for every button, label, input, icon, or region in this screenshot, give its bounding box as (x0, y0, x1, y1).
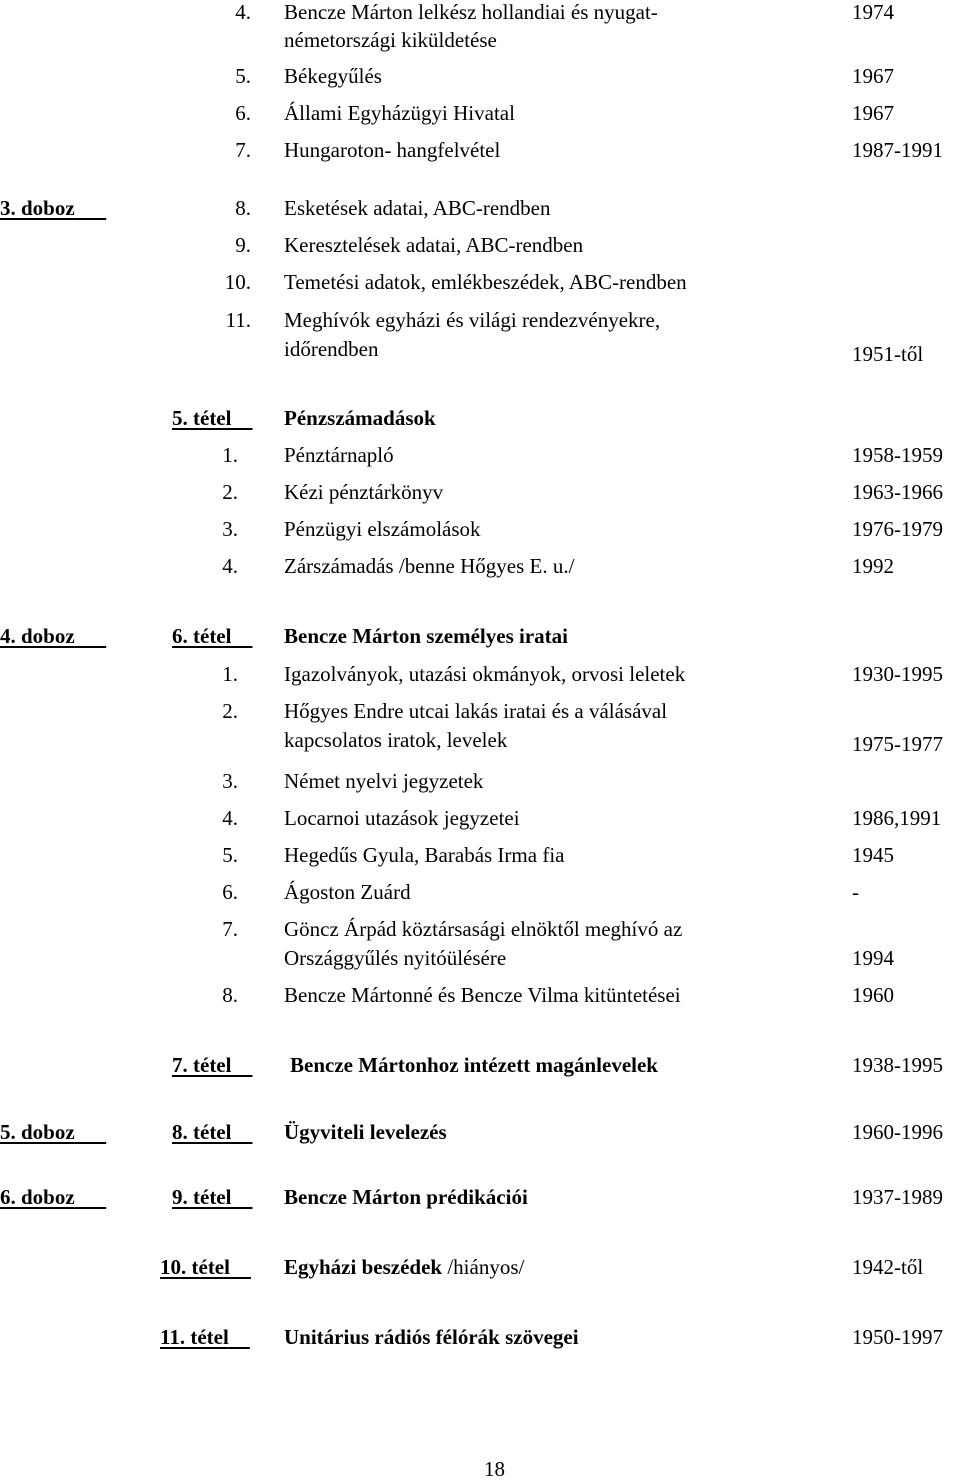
item-date: 1992 (852, 554, 894, 578)
item-date: 1963-1966 (852, 480, 943, 504)
item-number: 10. (224, 270, 251, 294)
item-title: Bencze Márton személyes iratai (284, 624, 568, 648)
item-date: 1986,1991 (852, 806, 942, 830)
item-title: Bencze Márton prédikációi (284, 1185, 528, 1209)
item-text: Hőgyes Endre utcai lakás iratai és a válásával (284, 699, 668, 723)
item-label: 11. tétel (160, 1325, 229, 1349)
item-date: 1960-1996 (852, 1120, 943, 1144)
item-text: Bencze Márton lelkész hollandiai és nyugat- (284, 0, 658, 24)
item-number: 3. (222, 517, 238, 541)
item-text: Hegedűs Gyula, Barabás Irma fia (284, 843, 565, 867)
item-title: Bencze Mártonhoz intézett magánlevelek (290, 1053, 658, 1077)
box-label: 5. doboz (0, 1120, 75, 1144)
item-title: Egyházi beszédek /hiányos/ (284, 1255, 525, 1279)
item-label: 8. tétel (172, 1120, 232, 1144)
item-number: 5. (222, 843, 238, 867)
item-text: Pénztárnapló (284, 443, 394, 467)
item-text: Keresztelések adatai, ABC-rendben (284, 233, 584, 257)
item-text: Temetési adatok, emlékbeszédek, ABC-rendben (284, 270, 687, 294)
item-number: 6. (235, 101, 251, 125)
item-number: 1. (222, 443, 238, 467)
item-text: Esketések adatai, ABC-rendben (284, 196, 551, 220)
item-date: 1994 (852, 946, 894, 970)
item-label: 6. tétel (172, 624, 232, 648)
item-text: Igazolványok, utazási okmányok, orvosi leletek (284, 662, 686, 686)
item-text: Hungaroton- hangfelvétel (284, 138, 501, 162)
item-text: Meghívók egyházi és világi rendezvényekre, (284, 308, 661, 332)
item-number: 4. (222, 554, 238, 578)
item-date: 1938-1995 (852, 1053, 943, 1077)
item-date: 1987-1991 (852, 138, 943, 162)
item-label: 10. tétel (160, 1255, 230, 1279)
item-number: 6. (222, 880, 238, 904)
item-text: Bencze Mártonné és Bencze Vilma kitüntetései (284, 983, 681, 1007)
item-label: 5. tétel (172, 406, 232, 430)
item-text: Békegyűlés (284, 64, 382, 88)
item-number: 5. (235, 64, 251, 88)
item-text: Göncz Árpád köztársasági elnöktől meghívó az (284, 917, 683, 941)
item-number: 2. (222, 699, 238, 723)
item-text: Locarnoi utazások jegyzetei (284, 806, 520, 830)
item-text: Állami Egyházügyi Hivatal (284, 101, 515, 125)
item-date: 1960 (852, 983, 894, 1007)
item-text: Kézi pénztárkönyv (284, 480, 444, 504)
item-number: 4. (235, 0, 251, 24)
item-text: időrendben (284, 337, 379, 361)
item-number: 2. (222, 480, 238, 504)
item-date: 1945 (852, 843, 894, 867)
item-text: Országgyűlés nyitóülésére (284, 946, 507, 970)
item-number: 8. (222, 983, 238, 1007)
item-title: Pénzszámadások (284, 406, 436, 430)
item-date: 1930-1995 (852, 662, 943, 686)
item-date: 1942-től (852, 1255, 924, 1279)
box-label: 4. doboz (0, 624, 75, 648)
box-label: 6. doboz (0, 1185, 75, 1209)
box-label: 3. doboz (0, 196, 75, 220)
item-text: Zárszámadás /benne Hőgyes E. u./ (284, 554, 575, 578)
item-text: németországi kiküldetése (284, 28, 497, 52)
page-number: 18 (484, 1457, 505, 1481)
item-number: 11. (225, 308, 251, 332)
item-date: 1967 (852, 64, 894, 88)
item-date: 1976-1979 (852, 517, 943, 541)
item-label: 9. tétel (172, 1185, 232, 1209)
item-number: 4. (222, 806, 238, 830)
item-title: Unitárius rádiós félórák szövegei (284, 1325, 579, 1349)
item-text: kapcsolatos iratok, levelek (284, 728, 508, 752)
item-label: 7. tétel (172, 1053, 232, 1077)
item-date: 1951-től (852, 342, 924, 366)
item-number: 1. (222, 662, 238, 686)
item-date: 1958-1959 (852, 443, 943, 467)
item-number: 8. (235, 196, 251, 220)
item-date: 1975-1977 (852, 732, 943, 756)
item-date: 1974 (852, 0, 894, 24)
item-date: 1937-1989 (852, 1185, 943, 1209)
item-date: - (852, 880, 859, 904)
item-number: 3. (222, 769, 238, 793)
item-text: Pénzügyi elszámolások (284, 517, 481, 541)
item-number: 9. (235, 233, 251, 257)
item-text: Ágoston Zuárd (284, 880, 411, 904)
item-number: 7. (235, 138, 251, 162)
item-text: Német nyelvi jegyzetek (284, 769, 484, 793)
item-date: 1950-1997 (852, 1325, 943, 1349)
item-title: Ügyviteli levelezés (284, 1120, 447, 1144)
item-date: 1967 (852, 101, 894, 125)
item-number: 7. (222, 917, 238, 941)
